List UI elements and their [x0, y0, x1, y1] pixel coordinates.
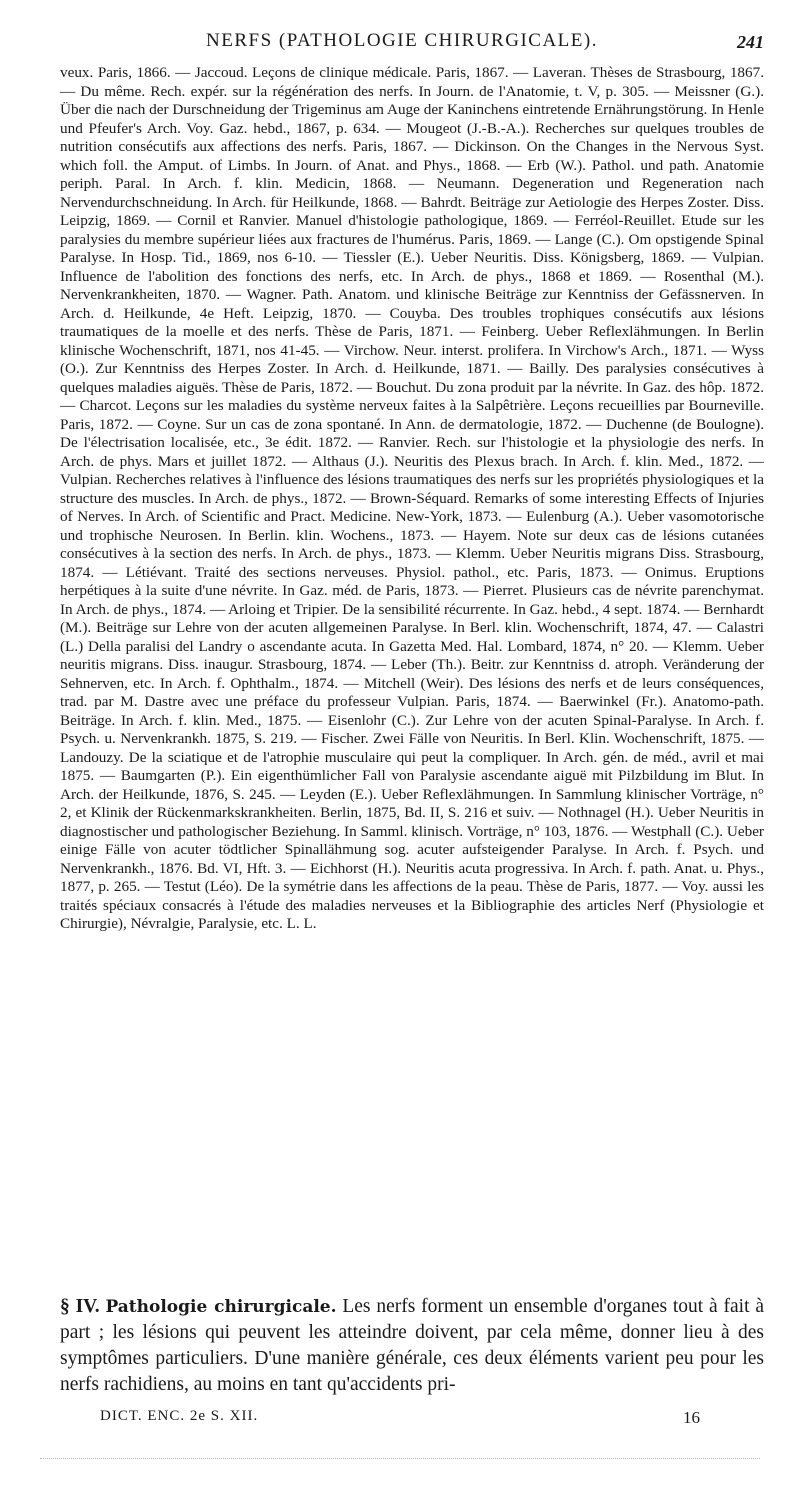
running-title: NERFS (PATHOLOGIE CHIRURGICALE).	[206, 30, 598, 51]
page-number: 241	[737, 32, 764, 52]
printer-signature: DICT. ENC. 2e S. XII.	[100, 1408, 259, 1424]
section-title: Pathologie chirurgicale.	[105, 1297, 337, 1317]
section-paragraph	[60, 1294, 764, 1398]
sheet-number: 16	[683, 1408, 700, 1427]
running-head	[40, 30, 764, 60]
section-surgical-pathology	[60, 1294, 764, 1398]
footer-dotted-rule	[40, 1458, 760, 1463]
bibliography-block	[60, 64, 764, 934]
section-text: Les nerfs forment un ensemble d'organes tout à fait à part ; les lésions qui peuvent les atteindre doivent, par cela même, donner lieu à des symptômes particuliers. D'une manière générale, ces deux éléments varient peu pour les nerfs rachidiens, au moins en tant qu'accidents pri-	[60, 1296, 764, 1395]
signature-line	[100, 1408, 700, 1432]
bibliography-text: veux. Paris, 1866. — Jaccoud. Leçons de clinique médicale. Paris, 1867. — Laveran. Thèses de Strasbourg, 1867. — Du même. Rech. expér. sur la régénération des nerfs. In Journ. de l'Anatomie, t. V, p. 305. — Meissner (G.). Über die nach der Durschneidung der Trigeminus am Auge der Kaninchens eintretende Ernährungstörung. In Henle und Pfeufer's Arch. Voy. Gaz. hebd., 1867, p. 634. — Mougeot (J.-B.-A.). Recherches sur quelques troubles de nutrition consécutifs aux affections des nerfs. Paris, 1867. — Dickinson. On the Changes in the Nervous Syst. which foll. the Amput. of Limbs. In Journ. of Anat. and Phys., 1868. — Erb (W.). Pathol. und path. Anatomie periph. Paral. In Arch. f. klin. Medicin, 1868. — Neumann. Degeneration und Regeneration nach Nervendurchschneidung. In Arch. für Heilkunde, 1868. — Bahrdt. Beiträge zur Aetiologie des Herpes Zoster. Diss. Leipzig, 1869. — Cornil et Ranvier. Manuel d'histologie pathologique, 1869. — Ferréol-Reuillet. Etude sur les paralysies du membre supérieur liées aux fractures de l'humérus. Paris, 1869. — Lange (C.). Om opstigende Spinal Paralyse. In Hosp. Tid., 1869, nos 6-10. — Tiessler (E.). Ueber Neuritis. Diss. Königsberg, 1869. — Vulpian. Influence de l'abolition des fonctions des nerfs, etc. In Arch. de phys., 1868 et 1869. — Rosenthal (M.). Nervenkrankheiten, 1870. — Wagner. Path. Anatom. und klinische Beiträge zur Kenntniss der Gefässnerven. In Arch. d. Heilkunde, 4e Heft. Leipzig, 1870. — Couyba. Des troubles trophiques consécutifs aux lésions traumatiques de la moelle et des nerfs. Thèse de Paris, 1871. — Feinberg. Ueber Reflexlähmungen. In Berlin klinische Wochenschrift, 1871, nos 41-45. — Virchow. Neur. interst. prolifera. In Virchow's Arch., 1871. — Wyss (O.). Zur Kenntniss des Herpes Zoster. In Arch. d. Heilkunde, 1871. — Bailly. Des paralysies consécutives à quelques maladies aiguës. Thèse de Paris, 1872. — Bouchut. Du zona produit par la névrite. In Gaz. des hôp. 1872. — Charcot. Leçons sur les maladies du système nerveux faites à la Salpêtrière. Leçons recueillies par Bourneville. Paris, 1872. — Coyne. Sur un cas de zona spontané. In Ann. de dermatologie, 1872. — Duchenne (de Boulogne). De l'électrisation localisée, etc., 3e édit. 1872. — Ranvier. Rech. sur l'histologie et la physiologie des nerfs. In Arch. de phys. Mars et juillet 1872. — Althaus (J.). Neuritis des Plexus brach. In Arch. f. klin. Med., 1872. — Vulpian. Recherches relatives à l'influence des lésions traumatiques des nerfs sur les propriétés physiologiques et la structure des muscles. In Arch. de phys., 1872. — Brown-Séquard. Remarks of some interesting Effects of Injuries of Nerves. In Arch. of Scientific and Pract. Medicine. New-York, 1873. — Eulenburg (A.). Ueber vasomotorische und trophische Neurosen. In Berlin. klin. Wochens., 1873. — Hayem. Note sur deux cas de lésions cutanées consécutives à la section des nerfs. In Arch. de phys., 1873. — Klemm. Ueber Neuritis migrans Diss. Strasbourg, 1874. — Létiévant. Traité des sections nerveuses. Physiol. pathol., etc. Paris, 1873. — Onimus. Eruptions herpétiques à la suite d'une névrite. In Gaz. méd. de Paris, 1873. — Pierret. Plusieurs cas de névrite parenchymat. In Arch. de phys., 1874. — Arloing et Tripier. De la sensibilité récurrente. In Gaz. hebd., 4 sept. 1874. — Bernhardt (M.). Beiträge sur Lehre von der acuten allgemeinen Paralyse. In Berl. klin. Wochenschrift, 1874, 47. — Calastri (L.) Della paralisi del Landry o ascendante acuta. In Gazetta Med. Hal. Lombard, 1874, n° 20. — Klemm. Ueber neuritis migrans. Diss. inaugur. Strasbourg, 1874. — Leber (Th.). Beitr. zur Kenntniss d. atroph. Veränderung der Sehnerven, etc. In Arch. f. Ophthalm., 1874. — Mitchell (Weir). Des lésions des nerfs et de leurs conséquences, trad. par M. Dastre avec une préface du professeur Vulpian. Paris, 1874. — Baerwinkel (Fr.). Anatomo-path. Beiträge. In Arch. f. klin. Med., 1875. — Eisenlohr (C.). Zur Lehre von der acuten Spinal-Paralyse. In Arch. f. Psych. u. Nervenkrankh. 1875, S. 219. — Fischer. Zwei Fälle von Neuritis. In Berl. Klin. Wochenschrift, 1875. — Landouzy. De la sciatique et de l'atrophie musculaire qui peut la compliquer. In Arch. gén. de méd., avril et mai 1875. — Baumgarten (P.). Ein eigenthümlicher Fall von Paralysie ascendante aiguë mit Pilzbildung im Blut. In Arch. der Heilkunde, 1876, S. 245. — Leyden (E.). Ueber Reflexlähmungen. In Sammlung klinischer Vorträge, n° 2, et Klinik der Rückenmarkskrankheiten. Berlin, 1875, Bd. II, S. 216 et suiv. — Nothnagel (H.). Ueber Neuritis in diagnostischer und pathologischer Beziehung. In Samml. klinisch. Vorträge, n° 103, 1876. — Westphall (C.). Ueber einige Fälle von acuter tödtlicher Spinallähmung sog. acuter aufsteigender Paralyse. In Arch. f. Psych. und Nervenkrankh., 1876. Bd. VI, Hft. 3. — Eichhorst (H.). Neuritis acuta progressiva. In Arch. f. path. Anat. u. Phys., 1877, p. 265. — Testut (Léo). De la symétrie dans les affections de la peau. Thèse de Paris, 1877. — Voy. aussi les traités spéciaux consacrés à l'étude des maladies nerveuses et la Bibliographie des articles Nerf (Physiologie et Chirurgie), Névralgie, Paralysie, etc. L. L.	[60, 64, 764, 932]
section-number: § IV.	[60, 1296, 100, 1317]
